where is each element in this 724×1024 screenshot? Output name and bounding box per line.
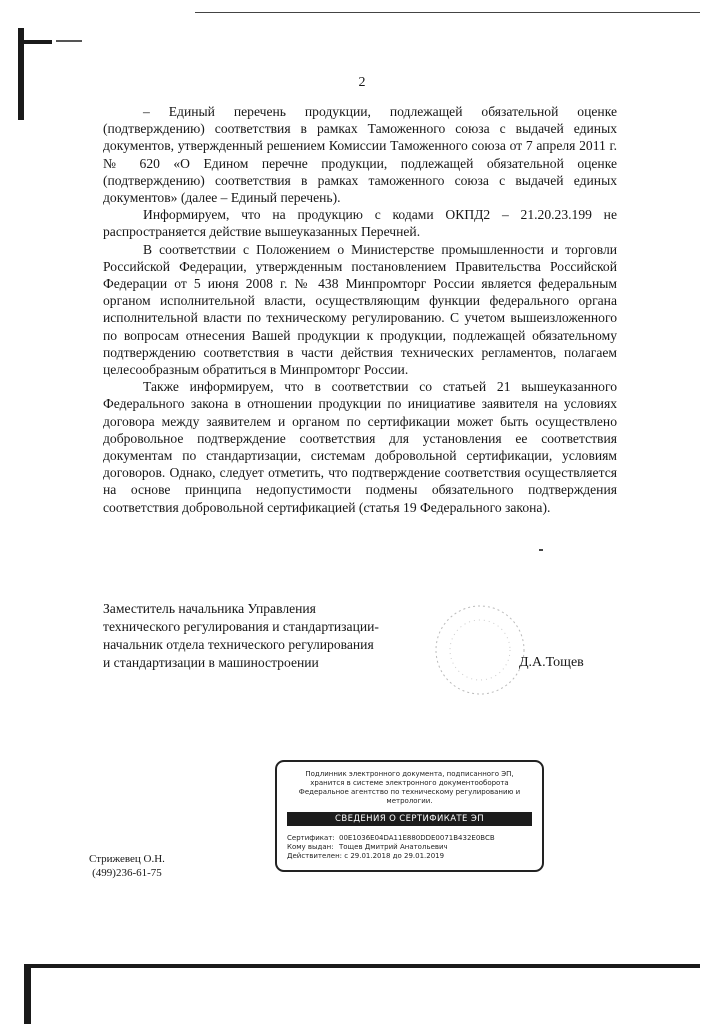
letter-body (103, 103, 617, 516)
paragraph: – Единый перечень продукции, подлежащей обязательной оценке (подтверждению) соответствия в рамках Таможенного союза с выдачей единых документов, утвержденный решением Комиссии Таможенного союза от 7 апреля 2011 г. № 620 «О Едином перечне продукции, подлежащей обязательной оценке (подтверждению) соответствия в рамках таможенного союза с выдачей единых документов» (далее – Единый перечень). (103, 104, 617, 206)
stamp-header-line: Подлинник электронного документа, подписанного ЭП, (305, 770, 514, 778)
paragraph: В соответствии с Положением о Министерстве промышленности и торговли Российской Федерации, утвержденным постановлением Правительства Российской Федерации от 5 июня 2008 г. № 438 Минпромторг России является федеральным органом исполнительной власти, осуществляющим функции федерального органа исполнительной власти по техническому регулированию. С учетом вышеизложенного по вопросам отнесения Вашей продукции к продукции, подлежащей обязательному подтверждению соответствия в части действия технических регламентов, полагаем целесообразным обратиться в Минпромторг России. (103, 241, 617, 378)
issued-to-row (287, 843, 448, 852)
position-line: начальник отдела технического регулирования (103, 637, 374, 652)
executor-info (89, 852, 165, 880)
stamp-banner: СВЕДЕНИЯ О СЕРТИФИКАТЕ ЭП (287, 812, 532, 826)
paragraph: Информируем, что на продукцию с кодами ОКПД2 – 21.20.23.199 не распространяется действие вышеуказанных Перечней. (103, 207, 617, 240)
scan-corner-mark (56, 40, 82, 42)
stamp-header-line: метрологии. (386, 797, 433, 805)
faint-seal-imprint (430, 600, 530, 700)
validity-value: с 29.01.2018 до 29.01.2019 (344, 852, 445, 860)
page-number: 2 (358, 75, 366, 90)
electronic-signature-stamp (275, 760, 544, 872)
scan-corner-mark (18, 40, 52, 44)
validity-row (287, 852, 444, 861)
validity-label: Действителен: (287, 852, 343, 860)
position-line: технического регулирования и стандартизации- (103, 619, 379, 634)
certificate-value: 00E1036E04DA11E880DDE0071B432E0BCB (339, 834, 495, 842)
executor-name: Стрижевец О.Н. (89, 853, 165, 865)
position-line: Заместитель начальника Управления (103, 601, 316, 616)
scan-edge-line (24, 964, 700, 968)
certificate-label: Сертификат: (287, 834, 335, 842)
certificate-row (287, 834, 495, 843)
issued-to-value: Тощев Дмитрий Анатольевич (339, 843, 448, 851)
scan-corner-mark (24, 964, 31, 1024)
scan-edge-line (195, 12, 700, 13)
executor-phone: (499)236-61-75 (92, 867, 162, 879)
position-line: и стандартизации в машиностроении (103, 655, 319, 670)
stamp-header-line: Федеральное агентство по техническому регулированию и (298, 788, 521, 796)
scan-speck (539, 549, 543, 551)
stamp-header-line: хранится в системе электронного документооборота (310, 779, 509, 787)
issued-to-label: Кому выдан: (287, 843, 334, 851)
signer-name: Д.А.Тощев (519, 655, 584, 670)
paragraph: Также информируем, что в соответствии со статьей 21 вышеуказанного Федерального закона в отношении продукции по инициативе заявителя на условиях договора между заявителем и органом по сертификации может быть осуществлено добровольное подтверждение соответствия для установления ее соответствия документам по стандартизации, системам добровольной сертификации, условиям договоров. Однако, следует отметить, что подтверждение соответствия осуществляется на основе принципа недопустимости подмены обязательного подтверждения соответствия добровольной сертификацией (статья 19 Федерального закона). (103, 379, 617, 515)
signatory-position (103, 600, 423, 672)
